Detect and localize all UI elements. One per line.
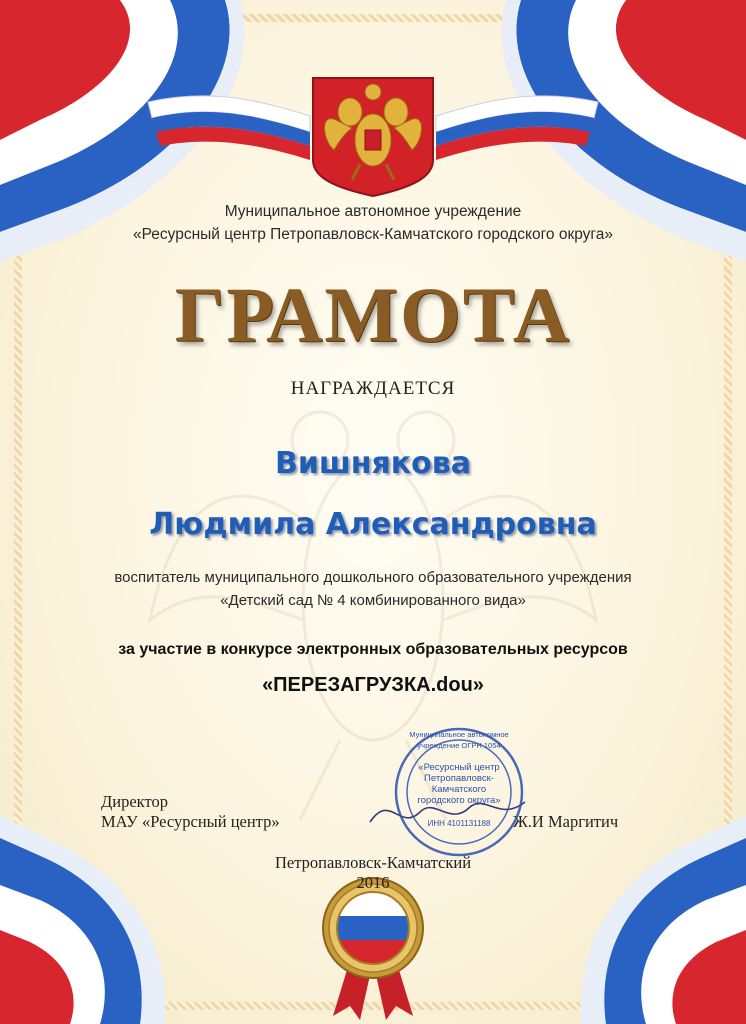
recipient-surname: Вишнякова bbox=[275, 446, 471, 481]
contest-name: «ПЕРЕЗАГРУЗКА.dou» bbox=[262, 674, 484, 696]
certificate-title: ГРАМОТА bbox=[174, 271, 572, 358]
stamp-line-3: Камчатского bbox=[431, 784, 487, 795]
official-stamp bbox=[393, 726, 525, 858]
organization-line-2: «Ресурсный центр Петропавловск-Камчатского городского округа» bbox=[133, 226, 613, 243]
signatory-title: Директор bbox=[101, 792, 168, 811]
coat-of-arms-icon bbox=[313, 78, 433, 196]
organization-line-1: Муниципальное автономное учреждение bbox=[224, 203, 522, 220]
medal-emblem-icon bbox=[323, 878, 423, 1020]
recipient-given-names: Людмила Александровна bbox=[149, 507, 597, 542]
recipient-position-line-1: воспитатель муниципального дошкольного образовательного учреждения bbox=[114, 569, 632, 586]
stamp-line-4: городского округа» bbox=[417, 795, 501, 806]
awarded-heading: НАГРАЖДАЕТСЯ bbox=[290, 378, 456, 399]
issue-city: Петропавловск-Камчатский bbox=[274, 853, 472, 872]
stamp-inn: ИНН 4101131188 bbox=[427, 819, 491, 828]
stamp-line-2: Петропавловск- bbox=[424, 773, 494, 784]
flag-ribbon-bottom-left bbox=[0, 815, 165, 1024]
flag-ribbon-bottom-right bbox=[581, 815, 746, 1024]
stamp-line-1: «Ресурсный центр bbox=[418, 762, 500, 773]
stamp-ring-text: Муниципальное автономное учреждение ОГРН 1054 bbox=[409, 730, 509, 750]
signatory-organization: МАУ «Ресурсный центр» bbox=[101, 812, 280, 831]
signatory-name: Ж.И Маргитич bbox=[513, 812, 619, 831]
issue-year: 2016 bbox=[356, 873, 390, 892]
recipient-position-line-2: «Детский сад № 4 комбинированного вида» bbox=[220, 592, 526, 609]
award-reason: за участие в конкурсе электронных образовательных ресурсов bbox=[118, 641, 628, 658]
